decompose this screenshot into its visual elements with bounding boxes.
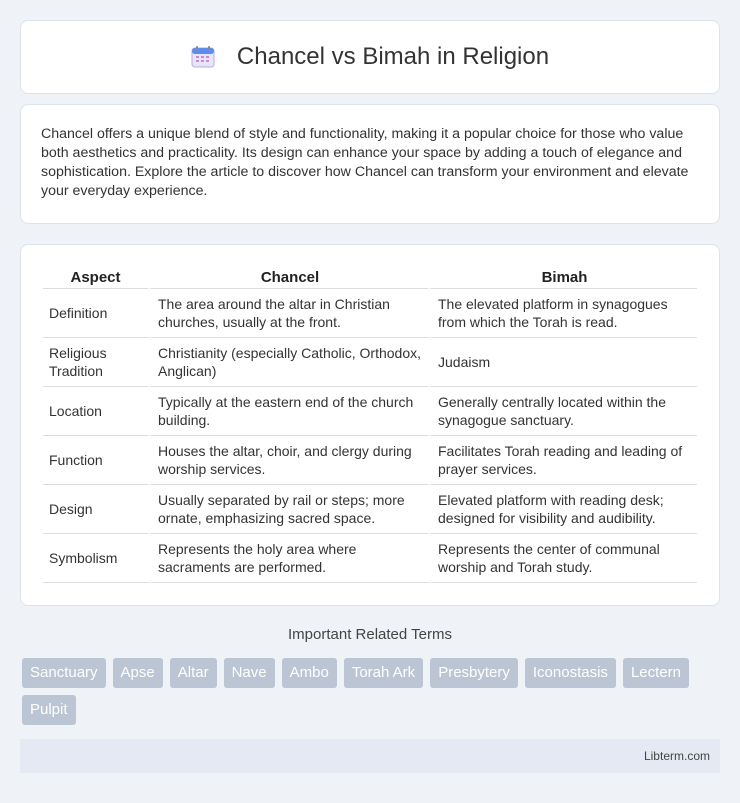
row-bimah: Represents the center of communal worship and Torah study. [428, 534, 697, 583]
table-row [43, 485, 697, 534]
tag-apse[interactable]: Apse [113, 658, 163, 688]
row-bimah: Judaism [428, 338, 697, 387]
row-chancel: Typically at the eastern end of the church building. [148, 387, 428, 436]
tag-pulpit[interactable]: Pulpit [22, 695, 76, 725]
intro-card [20, 104, 720, 224]
tag-torah-ark[interactable]: Torah Ark [344, 658, 423, 688]
tag-presbytery[interactable]: Presbytery [430, 658, 518, 688]
related-terms-title: Important Related Terms [288, 626, 452, 643]
tag-iconostasis[interactable]: Iconostasis [525, 658, 616, 688]
column-header-aspect: Aspect [43, 265, 148, 289]
tag-lectern[interactable]: Lectern [623, 658, 689, 688]
row-chancel: Represents the holy area where sacraments are performed. [148, 534, 428, 583]
tag-ambo[interactable]: Ambo [282, 658, 337, 688]
related-terms-list [22, 658, 722, 732]
tag-altar[interactable]: Altar [170, 658, 217, 688]
table-row [43, 338, 697, 387]
column-header-bimah: Bimah [428, 265, 697, 289]
table-header-row [43, 265, 697, 289]
row-aspect: Location [43, 387, 148, 436]
footer [20, 739, 720, 773]
row-aspect: Design [43, 485, 148, 534]
row-aspect: Definition [43, 289, 148, 338]
column-header-chancel: Chancel [148, 265, 428, 289]
row-chancel: The area around the altar in Christian churches, usually at the front. [148, 289, 428, 338]
comparison-card [20, 244, 720, 606]
intro-text: Chancel offers a unique blend of style and functionality, making it a popular choice for those who value both aesthetics and practicality. Its design can enhance your space by adding a touch of elegance and sophistication. Explore the article to discover how Chancel can transform your environment and elevate your everyday experience. [41, 126, 689, 199]
table-row [43, 289, 697, 338]
row-aspect: Function [43, 436, 148, 485]
comparison-table [43, 265, 697, 583]
footer-site-name[interactable]: Libterm.com [643, 749, 710, 763]
row-chancel: Houses the altar, choir, and clergy during worship services. [148, 436, 428, 485]
row-bimah: Generally centrally located within the synagogue sanctuary. [428, 387, 697, 436]
row-aspect: Religious Tradition [43, 338, 148, 387]
page-title: Chancel vs Bimah in Religion [236, 43, 550, 70]
table-row [43, 436, 697, 485]
tag-sanctuary[interactable]: Sanctuary [22, 658, 106, 688]
row-bimah: The elevated platform in synagogues from which the Torah is read. [428, 289, 697, 338]
row-bimah: Facilitates Torah reading and leading of prayer services. [428, 436, 697, 485]
header-card [20, 20, 720, 94]
calendar-icon [191, 45, 215, 69]
table-row [43, 534, 697, 583]
row-chancel: Usually separated by rail or steps; more ornate, emphasizing sacred space. [148, 485, 428, 534]
table-row [43, 387, 697, 436]
row-bimah: Elevated platform with reading desk; designed for visibility and audibility. [428, 485, 697, 534]
row-chancel: Christianity (especially Catholic, Orthodox, Anglican) [148, 338, 428, 387]
tag-nave[interactable]: Nave [224, 658, 275, 688]
row-aspect: Symbolism [43, 534, 148, 583]
